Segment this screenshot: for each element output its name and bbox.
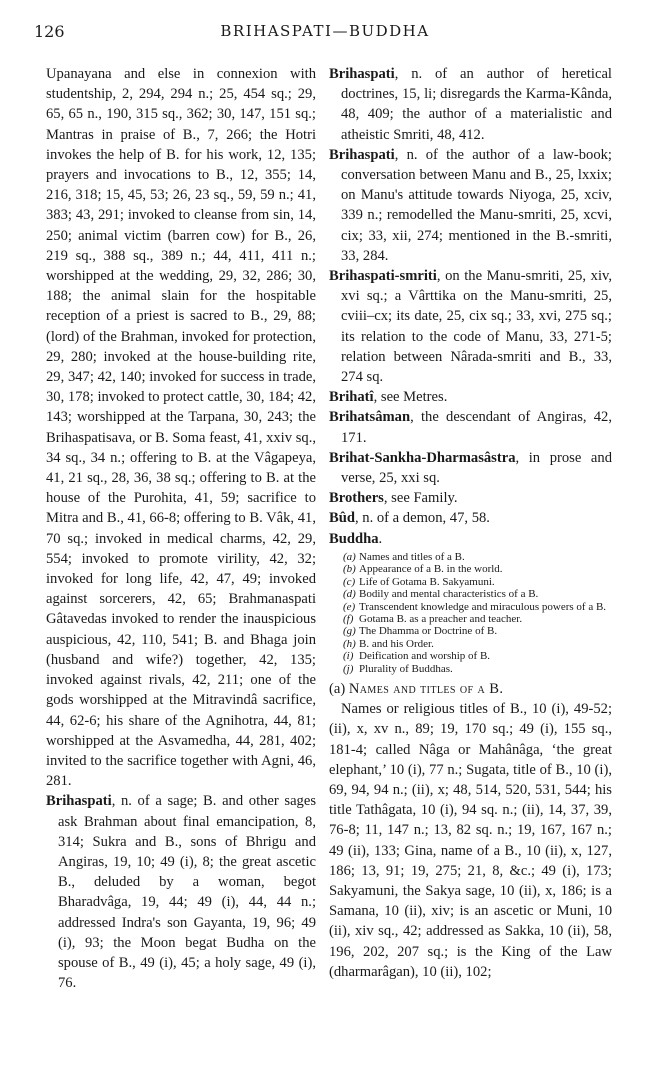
running-title: BRIHASPATI—BUDDHA	[220, 22, 430, 40]
subhead-key: (d)	[343, 588, 356, 601]
index-entry	[329, 508, 612, 528]
index-entry	[329, 387, 612, 407]
index-entry	[329, 266, 612, 387]
index-entry	[329, 407, 612, 447]
left-column	[46, 64, 316, 993]
subhead-label: Deification and worship of B.	[359, 650, 491, 663]
subhead-label: Gotama B. as a preacher and teacher.	[359, 612, 523, 625]
subhead-key: (h)	[343, 637, 356, 650]
section-a-heading	[329, 679, 612, 699]
subhead-label: B. and his Order.	[359, 637, 434, 650]
subhead-label: The Dhamma or Doctrine of B.	[359, 625, 498, 638]
section-title: Names and titles of a B.	[348, 680, 504, 697]
index-entry	[329, 488, 612, 508]
subhead-key: (f)	[343, 612, 354, 625]
subhead-key: (a)	[343, 550, 356, 563]
entry-head: Brihatsâman	[329, 409, 411, 426]
subhead-key: (i)	[343, 650, 354, 663]
index-entry-brihaspati-sage	[46, 791, 316, 993]
subhead-label: Bodily and mental characteristics of a B.	[359, 588, 539, 601]
list-item	[343, 613, 612, 625]
entry-head: Brihaspati-smriti	[329, 268, 437, 285]
list-item	[343, 601, 612, 613]
subhead-label: Transcendent knowledge and miraculous powers of a B.	[359, 600, 607, 613]
subhead-key: (c)	[343, 575, 356, 588]
entry-text: .	[378, 530, 383, 547]
list-item	[343, 625, 612, 637]
subhead-key: (e)	[343, 600, 356, 613]
subhead-label: Life of Gotama B. Sakyamuni.	[359, 575, 495, 588]
section-key: (a)	[329, 680, 346, 697]
entry-text: , n. of a demon, 47, 58.	[354, 510, 490, 527]
entry-text: , see Family.	[383, 490, 458, 507]
list-item	[343, 588, 612, 600]
page-number: 126	[34, 22, 65, 41]
entry-head: Brihaspati	[46, 793, 112, 810]
entry-head: Buddha	[329, 530, 379, 547]
entry-head: Brihaspati	[329, 146, 395, 163]
entry-head: Brothers	[329, 490, 384, 507]
index-entry-buddha	[329, 529, 612, 549]
entry-head: Brihatî	[329, 389, 374, 406]
entry-head: Brihaspati	[329, 66, 395, 82]
list-item	[343, 576, 612, 588]
continuation-paragraph: Upanayana and else in connexion with studentship, 2, 294, 294 n.; 25, 454 sq.; 29, 65, 65 n., 190, 315 sq., 362; 30, 147, 151 sq.; Mantras in praise of B., 7, 266; the Hotri invokes the help of B. for his work, 12, 135; prayers and invocations to B., 12, 355; 14, 216, 318; 15, 45, 53; 26, 23 sq., 59, 59 n.; 41, 383; 43, 291; invoked to cleanse from sin, 14, 250; animal victim (barren cow) for B., 26, 219 sq., 388 sq., 389 n.; 44, 411, 411 n.; worshipped at the wedding, 29, 32, 286; 30, 188; the animal slain for the hospitable reception of a priest is sacred to B., 29, 88; (lord) of the Brahman, invoked for protection, 29, 280; invoked at the house-building rite, 29, 347; 42, 140; invoked for success in trade, 30, 178; invoked to protect cattle, 30, 184; 42, 143; worshipped at the Tarpana, 30, 243; the Brihaspatisava, or B. Soma feast, 41, xxiv sq., 34 sq., 34 n.; offering to B. at the Vâgapeya, 41, 21 sq., 28, 36, 38 sq.; offering to B. at the house of the Purohita, 41, 59; sacrifice to Mitra and B., 41, 66-8; offering to B. Vâk, 41, 70 sq.; invoked in medical charms, 42, 29, 554; invoked to promote virility, 42, 32; invoked for long life, 42, 47, 49; invoked against sorcerers, 42, 65; Brahmanaspati Gâtavedas invoked to render the inauspicious auspicious, 42, 110, 541; B. and Bhaga join (husband and wife?) together, 42, 135; invoked against rivals, 42, 211; one of the gods worshipped at the Mitravindâ sacrifice, 44, 62-6; his share of the Agnihotra, 44, 81; worshipped at the Asvamedha, 44, 281, 402; invited to the sacrifice together with Agni, 46, 281.	[46, 66, 316, 790]
section-a-text: Names or religious titles of B., 10 (i), 49-52; (ii), x, xv n., 89; 19, 170 sq.; 49 (i), 155 sq., 181-4; called Nâga or Mahânâga, ‘the great elephant,’ 10 (i), 77 n.; Sugata, title of B., 10 (i), 69, 94, 94 n.; (ii), x; 48, 514, 520, 531, 544; his title Tathâgata, 10 (i), 94 sq. n.; (ii), 14, 37, 39, 76-8; 11, 147 n.; 13, 82 sq. n.; 19, 167, 167 n.; 49 (ii), 133; Gina, name of a B., 10 (ii), x, 127, 186; 13, 91; 19, 275; 21, 8, &c.; 49 (i), 173; Sakyamuni, the Sakya sage, 10 (ii), x, 186; is a Samana, 10 (ii), xiv; is an ascetic or Muni, 10 (ii), xiv sq., 42; addressed as Sakka, 10 (ii), 58, 196, 202, 207 sq.; is the King of the Law (dharmarâgan), 10 (ii), 102;	[329, 701, 612, 980]
subhead-label: Plurality of Buddhas.	[359, 662, 453, 675]
entry-text: , n. of the author of a law-book; conversation between Manu and B., 25, lxxix; on Manu's attitude towards Niyoga, 25, xciv, 339 n.; remodelled the Manu-smriti, 25, xcvi, cix; 33, xii, 274; mentioned in the B.-smriti, 33, 284.	[341, 146, 612, 264]
entry-text: , on the Manu-smriti, 25, xiv, xvi sq.; a Vârttika on the Manu-smriti, 25, cviii–cx; its date, 25, cix sq.; 33, xvi, 275 sq.; its relation to the code of Manu, 33, 271-5; relation between Nârada-smriti and B., 33, 274 sq.	[341, 268, 612, 386]
entry-head: Brihat-Sankha-Dharmasâstra	[329, 449, 516, 466]
list-item	[343, 638, 612, 650]
list-item	[343, 650, 612, 662]
entry-text: , see Metres.	[373, 389, 448, 406]
subhead-key: (j)	[343, 662, 354, 675]
entry-text: , in prose and verse, 25, xxi sq.	[341, 449, 612, 487]
subhead-label: Appearance of a B. in the world.	[359, 563, 503, 576]
subhead-key: (g)	[343, 625, 356, 638]
page-header	[30, 22, 620, 42]
index-entry	[329, 145, 612, 266]
buddha-subheads-list	[329, 551, 612, 675]
entry-text: , n. of an author of heretical doctrines, 15, li; disregards the Karma-Kânda, 48, 409; the author of a materialistic and atheistic Smriti, 48, 412.	[341, 66, 612, 143]
entry-text: , n. of a sage; B. and other sages ask Brahman about final emancipation, 8, 314; Sukra and B., sons of Bhrigu and Angiras, 19, 10; 49 (i), 8; the great ascetic B., deluded by a woman, begot Bharadvâga, 19, 44; 49 (i), 44, 44 n.; addressed Indra's son Gayanta, 19, 96; 49 (i), 93; the Moon begat Budha on the spouse of B., 49 (i), 45; a holy sage, 49 (i), 76.	[58, 793, 316, 992]
list-item	[343, 563, 612, 575]
list-item	[343, 551, 612, 563]
entry-head: Bûd	[329, 510, 355, 527]
entry-text: , the descendant of Angiras, 42, 171.	[341, 409, 612, 446]
subhead-label: Names and titles of a B.	[359, 550, 465, 563]
list-item	[343, 663, 612, 675]
subhead-key: (b)	[343, 563, 356, 576]
index-entry	[329, 448, 612, 488]
right-column	[329, 64, 612, 982]
index-entry	[329, 64, 612, 145]
